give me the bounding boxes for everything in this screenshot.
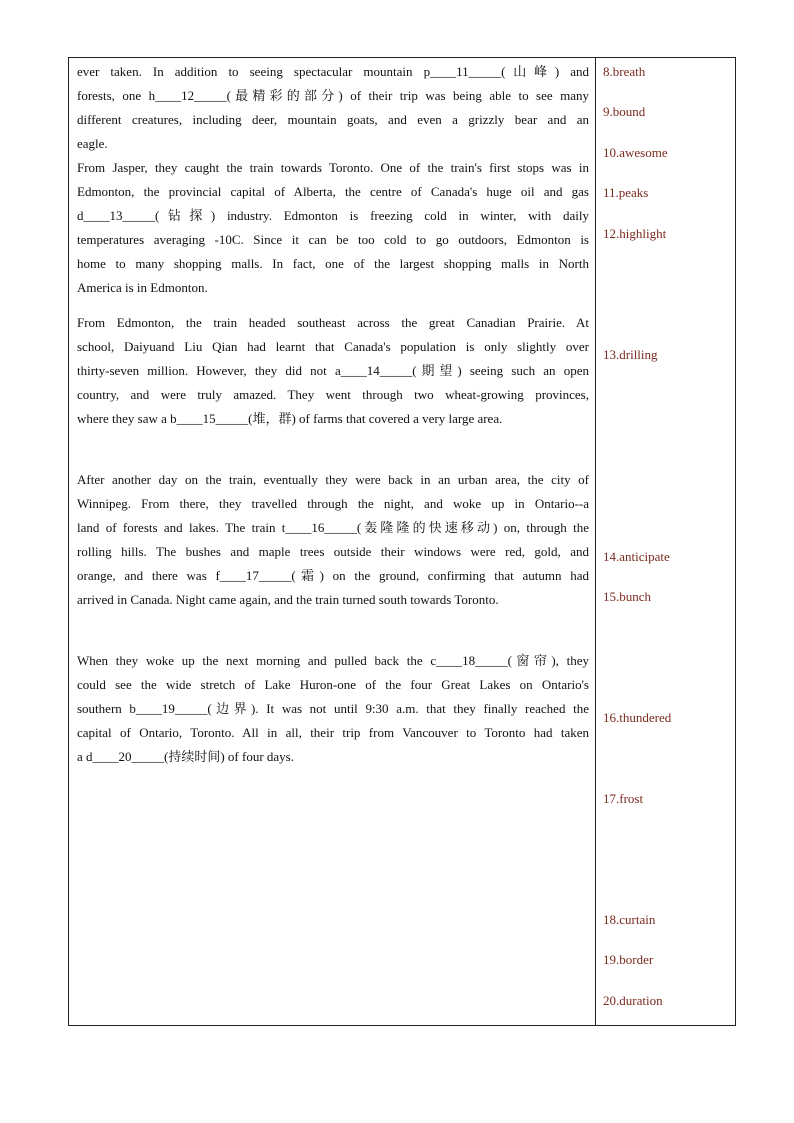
passage-line: d____13_____(钻探) industry. Edmonton is freezing cold in winter, with daily [77, 208, 589, 223]
passage-line: Winnipeg. From there, they travelled through the night, and woke up in Ontario--a [77, 496, 589, 511]
answer-15: 15.bunch [603, 589, 652, 604]
passage-line: eagle. [77, 136, 108, 151]
passage-line: After another day on the train, eventually they were back in an urban area, the city of [77, 472, 589, 487]
passage-line: When they woke up the next morning and pulled back the c____18_____(窗帘), they [77, 653, 589, 668]
passage-line: America is in Edmonton. [77, 280, 208, 295]
passage-line: school, Daiyuand Liu Qian had learnt that Canada's population is only slightly over [77, 339, 589, 354]
answer-17: 17.frost [603, 791, 644, 806]
passage-paragraph-4 [77, 649, 589, 769]
passage-line: forests, one h____12_____(最精彩的部分) of their trip was being able to see many [77, 88, 589, 103]
passage-line: home to many shopping malls. In fact, one of the largest shopping malls in North [77, 256, 589, 271]
answer-12: 12.highlight [603, 226, 667, 241]
answer-11: 11.peaks [603, 185, 649, 200]
passage-line: country, and were truly amazed. They went through two wheat-growing provinces, [77, 387, 589, 402]
passage-paragraph-1 [77, 60, 589, 300]
passage-line: different creatures, including deer, mountain goats, and even a grizzly bear and an [77, 112, 589, 127]
passage-line: land of forests and lakes. The train t____16_____(轰隆隆的快速移动) on, through the [77, 520, 589, 535]
passage-line: temperatures averaging -10C. Since it can be too cold to go outdoors, Edmonton is [77, 232, 589, 247]
passage-line: could see the wide stretch of Lake Huron-one of the four Great Lakes on Ontario's [77, 677, 589, 692]
passage-line: From Edmonton, the train headed southeast across the great Canadian Prairie. At [77, 315, 589, 330]
passage-line: thirty-seven million. However, they did not a____14_____(期望) seeing such an open [77, 363, 589, 378]
passage-line: capital of Ontario, Toronto. All in all, their trip from Vancouver to Toronto had taken [77, 725, 589, 740]
passage-line: rolling hills. The bushes and maple trees outside their windows were red, gold, and [77, 544, 589, 559]
passage-paragraph-2 [77, 311, 589, 431]
exercise-table [68, 57, 736, 1026]
passage-line: arrived in Canada. Night came again, and the train turned south towards Toronto. [77, 592, 499, 607]
answer-18: 18.curtain [603, 912, 656, 927]
answer-14: 14.anticipate [603, 549, 670, 564]
passage-paragraph-3 [77, 468, 589, 612]
answer-10: 10.awesome [603, 145, 668, 160]
passage-line: southern b____19_____(边界). It was not until 9:30 a.m. that they finally reached the [77, 701, 589, 716]
answer-13: 13.drilling [603, 347, 658, 362]
passage-line: From Jasper, they caught the train towards Toronto. One of the train's first stops was in [77, 160, 589, 175]
passage-line: ever taken. In addition to seeing spectacular mountain p____11_____(山峰) and [77, 64, 589, 79]
answer-20: 20.duration [603, 993, 663, 1008]
answer-9: 9.bound [603, 104, 646, 119]
passage-line: orange, and there was f____17_____(霜) on the ground, confirming that autumn had [77, 568, 589, 583]
answer-19: 19.border [603, 952, 654, 967]
column-divider [595, 58, 596, 1025]
passage-line: Edmonton, the provincial capital of Alberta, the centre of Canada's huge oil and gas [77, 184, 589, 199]
passage-line: a d____20_____(持续时间) of four days. [77, 749, 294, 764]
answer-16: 16.thundered [603, 710, 672, 725]
passage-line: where they saw a b____15_____(堆，群) of farms that covered a very large area. [77, 411, 503, 426]
answer-8: 8.breath [603, 64, 646, 79]
